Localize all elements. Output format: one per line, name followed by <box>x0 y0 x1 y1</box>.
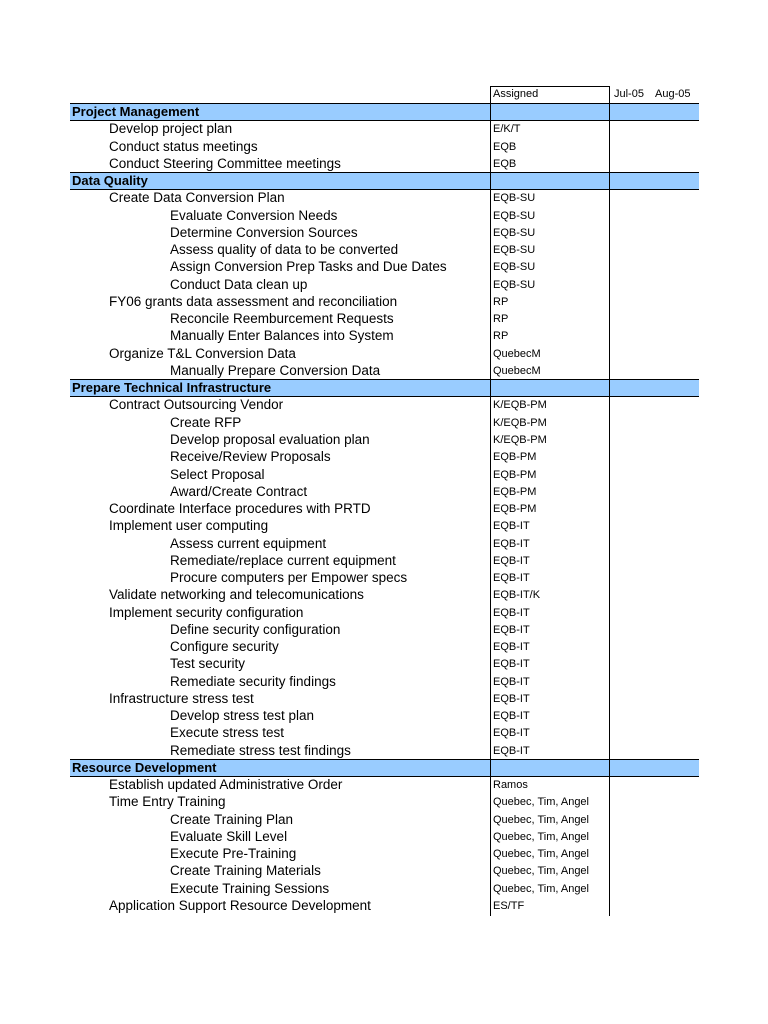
task-row <box>70 293 699 310</box>
task-name: Develop proposal evaluation plan <box>170 431 370 447</box>
task-name: Evaluate Skill Level <box>170 828 288 844</box>
assigned-value: EQB-IT <box>493 658 530 671</box>
assigned-value: EQB-IT <box>493 727 530 740</box>
assigned-value: EQB-SU <box>493 278 536 291</box>
assigned-header: Assigned <box>493 88 539 100</box>
task-row <box>70 828 699 845</box>
assigned-value: EQB-IT <box>493 641 530 654</box>
section-title: Resource Development <box>72 759 217 775</box>
task-row <box>70 880 699 897</box>
task-name: Implement security configuration <box>109 604 304 620</box>
section-title: Data Quality <box>72 173 148 188</box>
section-row <box>70 759 699 777</box>
task-name: Execute stress test <box>170 725 285 741</box>
assigned-value: EQB-SU <box>493 192 536 205</box>
task-name: Receive/Review Proposals <box>170 449 331 465</box>
assigned-value: QuebecM <box>493 364 541 377</box>
task-name: Implement user computing <box>109 518 269 534</box>
task-row <box>70 604 699 621</box>
assigned-value: EQB-IT <box>493 520 530 533</box>
assigned-value: RP <box>493 295 509 308</box>
task-row <box>70 258 699 275</box>
assigned-value: EQB-IT <box>493 744 530 757</box>
assigned-col-left-border <box>490 86 491 916</box>
task-name: Configure security <box>170 639 279 655</box>
task-name: Create Training Plan <box>170 811 294 827</box>
assigned-value: RP <box>493 330 509 343</box>
section-row <box>70 379 699 397</box>
task-name: Select Proposal <box>170 466 265 482</box>
task-row <box>70 155 699 172</box>
assigned-value: Ramos <box>493 779 528 792</box>
task-row <box>70 396 699 413</box>
section-title: Project Management <box>72 104 200 119</box>
assigned-value: EQB-IT <box>493 710 530 723</box>
task-row <box>70 793 699 810</box>
assigned-value: K/EQB-PM <box>493 433 547 446</box>
assigned-value: RP <box>493 313 509 326</box>
task-name: Execute Pre-Training <box>170 846 297 862</box>
task-name: Remediate stress test findings <box>170 742 351 758</box>
assigned-value: EQB-IT <box>493 537 530 550</box>
task-row <box>70 621 699 638</box>
task-row <box>70 448 699 465</box>
task-row <box>70 517 699 534</box>
assigned-value: K/EQB-PM <box>493 416 547 429</box>
task-name: Procure computers per Empower specs <box>170 570 408 585</box>
month-header-aug: Aug-05 <box>655 88 691 100</box>
task-row <box>70 586 699 603</box>
task-row <box>70 483 699 500</box>
task-row <box>70 535 699 552</box>
section-title: Prepare Technical Infrastructure <box>72 380 272 396</box>
task-row <box>70 207 699 224</box>
task-row <box>70 414 699 431</box>
task-name: Remediate/replace current equipment <box>170 552 396 568</box>
task-name: Create Training Materials <box>170 863 321 879</box>
column-header <box>490 86 699 104</box>
task-name: FY06 grants data assessment and reconciliation <box>109 293 398 309</box>
task-row <box>70 431 699 448</box>
task-row <box>70 776 699 793</box>
assigned-value: EQB-IT <box>493 554 530 567</box>
task-name: Coordinate Interface procedures with PRTD <box>109 501 371 516</box>
task-row <box>70 327 699 344</box>
task-row <box>70 569 699 586</box>
task-row <box>70 811 699 828</box>
assigned-value: EQB-PM <box>493 468 537 481</box>
assigned-value: EQB-PM <box>493 485 537 498</box>
assigned-value: Quebec, Tim, Angel <box>493 796 589 809</box>
task-row <box>70 845 699 862</box>
task-name: Contract Outsourcing Vendor <box>109 397 284 413</box>
task-name: Manually Enter Balances into System <box>170 328 394 344</box>
task-row <box>70 241 699 258</box>
task-row <box>70 466 699 483</box>
task-name: Application Support Resource Development <box>109 898 371 913</box>
assigned-value: Quebec, Tim, Angel <box>493 865 589 878</box>
task-name: Define security configuration <box>170 621 341 637</box>
task-row <box>70 552 699 569</box>
task-name: Develop stress test plan <box>170 708 315 724</box>
assigned-value: EQB-IT <box>493 606 530 619</box>
task-name: Assess quality of data to be converted <box>170 242 399 258</box>
assigned-value: EQB-SU <box>493 261 536 274</box>
task-row <box>70 276 699 293</box>
assigned-value: EQB-IT/K <box>493 589 541 602</box>
assigned-value: EQB <box>493 140 517 153</box>
task-name: Infrastructure stress test <box>109 690 254 706</box>
task-row <box>70 742 699 759</box>
assigned-value: EQB-IT <box>493 623 530 636</box>
assigned-value: Quebec, Tim, Angel <box>493 848 589 861</box>
task-row <box>70 138 699 155</box>
task-row <box>70 724 699 741</box>
task-row <box>70 500 699 517</box>
assigned-value: EQB-PM <box>493 503 537 515</box>
task-name: Time Entry Training <box>109 794 226 810</box>
task-row <box>70 345 699 362</box>
assigned-value: ES/TF <box>493 900 525 912</box>
task-row <box>70 120 699 137</box>
task-row <box>70 655 699 672</box>
assigned-value: EQB-IT <box>493 692 530 705</box>
assigned-value: K/EQB-PM <box>493 399 547 412</box>
assigned-value: Quebec, Tim, Angel <box>493 830 589 843</box>
task-name: Reconcile Reemburcement Requests <box>170 311 394 327</box>
task-name: Establish updated Administrative Order <box>109 777 343 793</box>
section-row <box>70 103 699 121</box>
task-name: Create RFP <box>170 414 242 430</box>
task-name: Remediate security findings <box>170 673 336 689</box>
task-name: Conduct Steering Committee meetings <box>109 155 341 171</box>
assigned-value: EQB-SU <box>493 244 536 257</box>
assigned-value: EQB-SU <box>493 226 536 239</box>
task-row <box>70 638 699 655</box>
task-name: Assign Conversion Prep Tasks and Due Dates <box>170 259 447 275</box>
section-row <box>70 172 699 190</box>
task-name: Test security <box>170 656 246 672</box>
task-name: Create Data Conversion Plan <box>109 190 285 206</box>
task-name: Execute Training Sessions <box>170 880 330 896</box>
assigned-value: EQB-IT <box>493 675 530 688</box>
task-name: Validate networking and telecomunications <box>109 587 364 603</box>
task-name: Develop project plan <box>109 121 233 137</box>
assigned-value: QuebecM <box>493 347 541 360</box>
task-row <box>70 690 699 707</box>
task-name: Organize T&L Conversion Data <box>109 345 296 361</box>
task-name: Award/Create Contract <box>170 483 308 499</box>
task-row <box>70 362 699 379</box>
task-name: Conduct status meetings <box>109 138 258 154</box>
assigned-value: EQB-IT <box>493 572 530 584</box>
task-row <box>70 310 699 327</box>
month-header-jul: Jul-05 <box>614 88 644 100</box>
assigned-value: Quebec, Tim, Angel <box>493 882 589 895</box>
assigned-col-right-border <box>609 86 610 916</box>
assigned-value: EQB-SU <box>493 209 536 222</box>
task-row <box>70 862 699 879</box>
assigned-value: E/K/T <box>493 123 521 136</box>
assigned-value: EQB-PM <box>493 451 537 464</box>
task-name: Manually Prepare Conversion Data <box>170 362 381 378</box>
task-row <box>70 897 699 914</box>
task-row <box>70 189 699 206</box>
assigned-value: Quebec, Tim, Angel <box>493 813 589 826</box>
task-name: Evaluate Conversion Needs <box>170 207 338 223</box>
task-row <box>70 224 699 241</box>
task-row <box>70 707 699 724</box>
header-top-border <box>490 86 609 87</box>
task-name: Determine Conversion Sources <box>170 224 358 240</box>
task-name: Conduct Data clean up <box>170 276 308 292</box>
task-row <box>70 673 699 690</box>
assigned-value: EQB <box>493 157 517 170</box>
task-name: Assess current equipment <box>170 535 327 551</box>
